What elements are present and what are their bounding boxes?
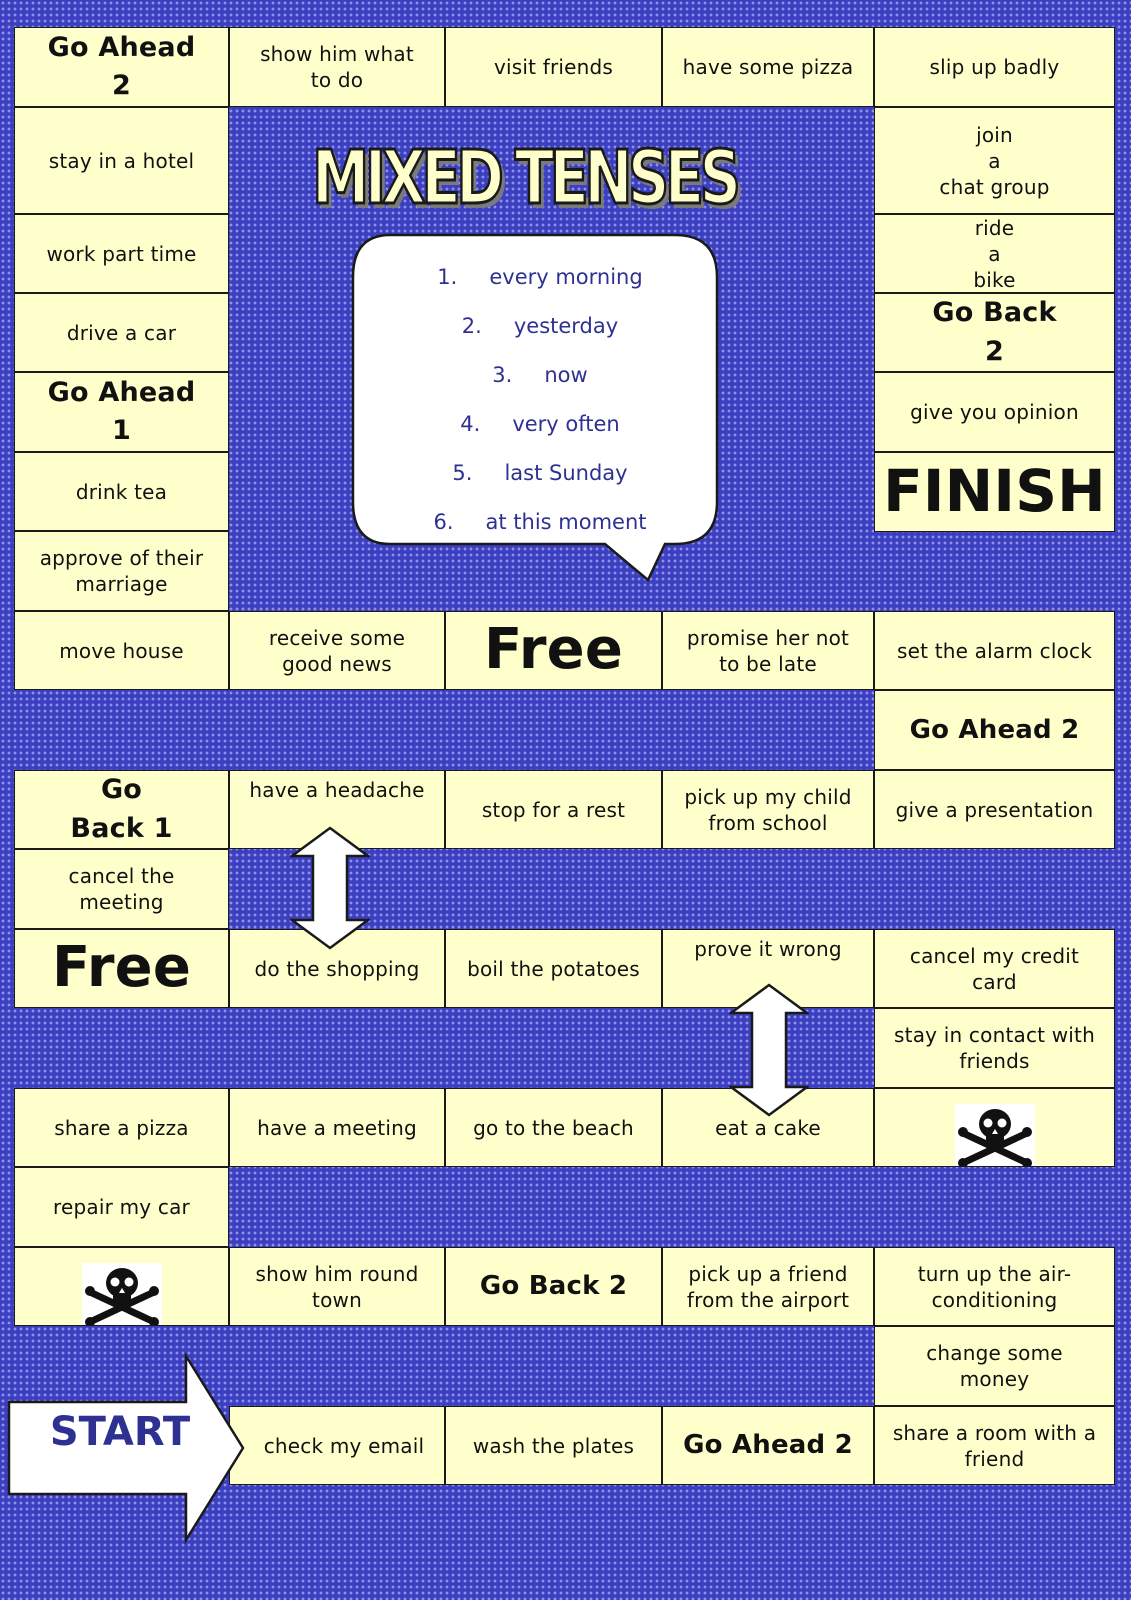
cell-label: ride a bike xyxy=(973,215,1016,292)
skull-crossbones-icon xyxy=(955,1104,1035,1166)
cell-change-some-money[interactable] xyxy=(874,1326,1115,1406)
cell-go-back-2-lower[interactable] xyxy=(445,1247,662,1326)
cell-label: change some money xyxy=(926,1341,1063,1391)
cell-go-to-the-beach[interactable] xyxy=(445,1088,662,1167)
cell-label: work part time xyxy=(46,241,197,266)
cell-label: pick up a friend from the airport xyxy=(686,1261,850,1312)
cell-label: visit friends xyxy=(493,55,614,79)
cell-label: Go Ahead 2 xyxy=(683,1430,853,1461)
cell-drink-tea[interactable] xyxy=(14,452,229,531)
time-item-4: 4. very often xyxy=(460,411,620,436)
time-item-5: 5. last Sunday xyxy=(452,460,628,485)
cell-label: Free xyxy=(483,617,624,683)
cell-label: Go Back 2 xyxy=(932,297,1057,367)
cell-label: stop for a rest xyxy=(481,797,626,822)
cell-label: show him what to do xyxy=(260,42,414,92)
cell-label: cancel the meeting xyxy=(68,864,175,914)
cell-move-house[interactable] xyxy=(14,611,229,690)
time-item-2: 2. yesterday xyxy=(461,313,619,338)
board-title: MIXED TENSES xyxy=(312,135,737,221)
cell-label: have some pizza xyxy=(682,55,854,79)
cell-label: FINISH xyxy=(883,457,1106,526)
cell-label: Go Ahead 2 xyxy=(47,31,196,101)
cell-label: stay in a hotel xyxy=(48,148,195,173)
cell-stop-for-a-rest[interactable] xyxy=(445,770,662,849)
cell-cancel-the-meeting[interactable] xyxy=(14,849,229,929)
double-arrow-icon xyxy=(290,826,370,950)
cell-label: wash the plates xyxy=(472,1433,635,1458)
cell-approve-of-their-marriage[interactable] xyxy=(14,531,229,611)
cell-label: have a headache xyxy=(249,778,425,802)
cell-label: drink tea xyxy=(75,479,168,504)
cell-give-a-presentation[interactable] xyxy=(874,770,1115,849)
cell-go-back-1[interactable] xyxy=(14,770,229,849)
cell-skull-right[interactable] xyxy=(874,1088,1115,1167)
cell-skull-left[interactable] xyxy=(14,1247,229,1326)
cell-label: give you opinion xyxy=(910,400,1079,424)
cell-label: turn up the air- conditioning xyxy=(917,1261,1072,1312)
cell-label: drive a car xyxy=(66,320,177,345)
cell-go-back-2-upper[interactable] xyxy=(874,293,1115,372)
cell-label: Go Ahead 1 xyxy=(47,376,196,446)
time-item-3: 3. now xyxy=(492,362,588,387)
cell-label: show him round town xyxy=(255,1261,419,1312)
time-item-6: 6. at this moment xyxy=(433,509,647,534)
cell-label: repair my car xyxy=(53,1195,190,1219)
cell-give-you-opinion[interactable] xyxy=(874,372,1115,452)
cell-label: Go Ahead 2 xyxy=(909,714,1080,745)
double-arrow-icon xyxy=(729,983,809,1117)
cell-label: Go Back 2 xyxy=(479,1271,628,1302)
cell-go-ahead-2-top[interactable] xyxy=(14,27,229,107)
cell-slip-up-badly[interactable] xyxy=(874,27,1115,107)
cell-go-ahead-2-bottom[interactable] xyxy=(662,1406,874,1485)
cell-label: share a pizza xyxy=(54,1115,189,1140)
cell-join-a-chat-group[interactable] xyxy=(874,107,1115,214)
cell-visit-friends[interactable] xyxy=(445,27,662,107)
cell-drive-a-car[interactable] xyxy=(14,293,229,372)
cell-pick-up-a-friend-from-the-airport[interactable] xyxy=(662,1247,874,1326)
cell-label: cancel my credit card xyxy=(909,943,1080,994)
cell-share-a-room-with-a-friend[interactable] xyxy=(874,1406,1115,1485)
cell-share-a-pizza[interactable] xyxy=(14,1088,229,1167)
cell-label: eat a cake xyxy=(715,1115,821,1140)
cell-label: slip up badly xyxy=(929,55,1060,79)
cell-ride-a-bike[interactable] xyxy=(874,214,1115,293)
cell-boil-the-potatoes[interactable] xyxy=(445,929,662,1008)
cell-label: share a room with a friend xyxy=(892,1420,1097,1471)
cell-label: Free xyxy=(51,935,192,1001)
cell-label: join a chat group xyxy=(939,122,1050,199)
cell-label: Go Back 1 xyxy=(70,774,173,844)
cell-pick-up-my-child-from-school[interactable] xyxy=(662,770,874,849)
cell-label: do the shopping xyxy=(254,956,420,981)
cell-label: give a presentation xyxy=(895,797,1094,822)
skull-crossbones-icon xyxy=(82,1263,162,1325)
cell-stay-in-contact-with-friends[interactable] xyxy=(874,1008,1115,1088)
cell-show-him-what-to-do[interactable] xyxy=(229,27,445,107)
cell-label: receive some good news xyxy=(268,625,406,676)
cell-label: approve of their marriage xyxy=(39,546,204,596)
cell-work-part-time[interactable] xyxy=(14,214,229,293)
cell-label: set the alarm clock xyxy=(896,638,1093,663)
cell-cancel-my-credit-card[interactable] xyxy=(874,929,1115,1008)
cell-check-my-email[interactable] xyxy=(229,1406,445,1485)
cell-receive-some-good-news[interactable] xyxy=(229,611,445,690)
start-label: START xyxy=(49,1409,191,1455)
cell-stay-in-a-hotel[interactable] xyxy=(14,107,229,214)
cell-set-the-alarm-clock[interactable] xyxy=(874,611,1115,690)
cell-promise-her-not-to-be-late[interactable] xyxy=(662,611,874,690)
cell-free-upper[interactable] xyxy=(445,611,662,690)
time-item-1: 1. every morning xyxy=(437,264,643,289)
cell-turn-up-the-air-conditioning[interactable] xyxy=(874,1247,1115,1326)
cell-go-ahead-1[interactable] xyxy=(14,372,229,452)
cell-label: have a meeting xyxy=(257,1115,417,1140)
cell-finish[interactable] xyxy=(874,452,1115,532)
cell-go-ahead-2-right[interactable] xyxy=(874,690,1115,770)
cell-free-lower[interactable] xyxy=(14,929,229,1008)
cell-wash-the-plates[interactable] xyxy=(445,1406,662,1485)
cell-label: prove it wrong xyxy=(694,937,842,961)
cell-show-him-round-town[interactable] xyxy=(229,1247,445,1326)
cell-label: pick up my child from school xyxy=(684,784,852,835)
cell-label: boil the potatoes xyxy=(467,956,640,981)
cell-label: move house xyxy=(59,638,184,663)
cell-have-a-meeting[interactable] xyxy=(229,1088,445,1167)
cell-label: promise her not to be late xyxy=(686,625,850,676)
cell-have-some-pizza[interactable] xyxy=(662,27,874,107)
cell-label: go to the beach xyxy=(473,1115,634,1140)
time-expression-list xyxy=(352,252,728,546)
cell-repair-my-car[interactable] xyxy=(14,1167,229,1247)
cell-label: stay in contact with friends xyxy=(894,1023,1095,1073)
cell-label: check my email xyxy=(263,1433,425,1458)
